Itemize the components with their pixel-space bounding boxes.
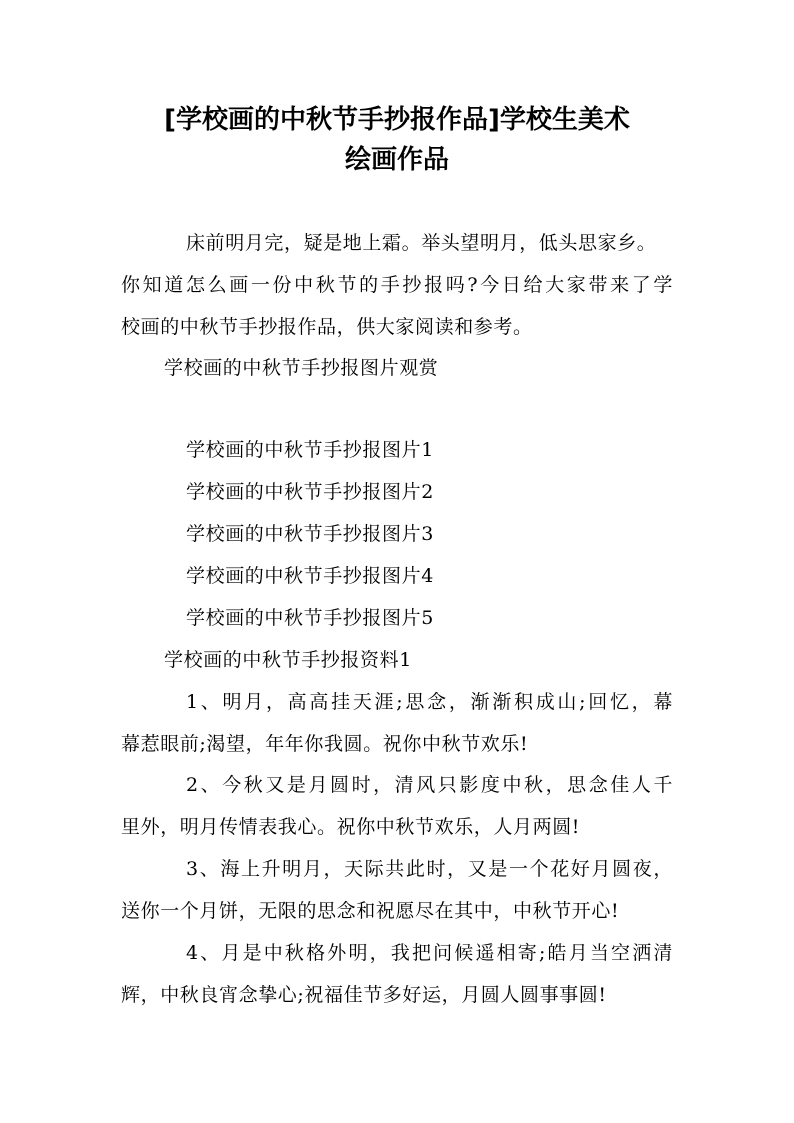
item-3-line-2: 送你一个月饼，无限的思念和祝愿尽在其中，中秋节开心!	[121, 900, 620, 922]
item-4-line-2: 辉，中秋良宵念挚心;祝福佳节多好运，月圆人圆事事圆!	[121, 984, 607, 1006]
picture-caption-1: 学校画的中秋节手抄报图片1	[186, 439, 434, 461]
picture-caption-5: 学校画的中秋节手抄报图片5	[186, 607, 434, 629]
picture-caption-3: 学校画的中秋节手抄报图片3	[186, 523, 434, 545]
document-title-line-1: [学校画的中秋节手抄报作品]学校生美术	[164, 105, 630, 135]
item-4-line-1: 4、月是中秋格外明，我把问候遥相寄;皓月当空洒清	[186, 942, 673, 964]
intro-line-1: 床前明月完，疑是地上霜。举头望明月，低头思家乡。	[186, 232, 657, 254]
document-title-line-2: 绘画作品	[344, 145, 449, 175]
intro-line-2: 你知道怎么画一份中秋节的手抄报吗?今日给大家带来了学	[121, 274, 673, 296]
material-heading: 学校画的中秋节手抄报资料1	[164, 649, 412, 671]
section-heading: 学校画的中秋节手抄报图片观赏	[164, 357, 439, 379]
item-1-line-2: 幕惹眼前;渴望，年年你我圆。祝你中秋节欢乐!	[121, 733, 529, 755]
picture-caption-4: 学校画的中秋节手抄报图片4	[186, 565, 434, 587]
item-2-line-2: 里外，明月传情表我心。祝你中秋节欢乐，人月两圆!	[121, 816, 581, 838]
item-3-line-1: 3、海上升明月，天际共此时，又是一个花好月圆夜，	[186, 858, 673, 880]
item-1-line-1: 1、明月，高高挂天涯;思念，渐渐积成山;回忆，幕	[186, 691, 673, 713]
item-2-line-1: 2、今秋又是月圆时，清风只影度中秋，思念佳人千	[186, 774, 673, 796]
intro-line-3: 校画的中秋节手抄报作品，供大家阅读和参考。	[121, 316, 533, 338]
picture-caption-2: 学校画的中秋节手抄报图片2	[186, 481, 434, 503]
